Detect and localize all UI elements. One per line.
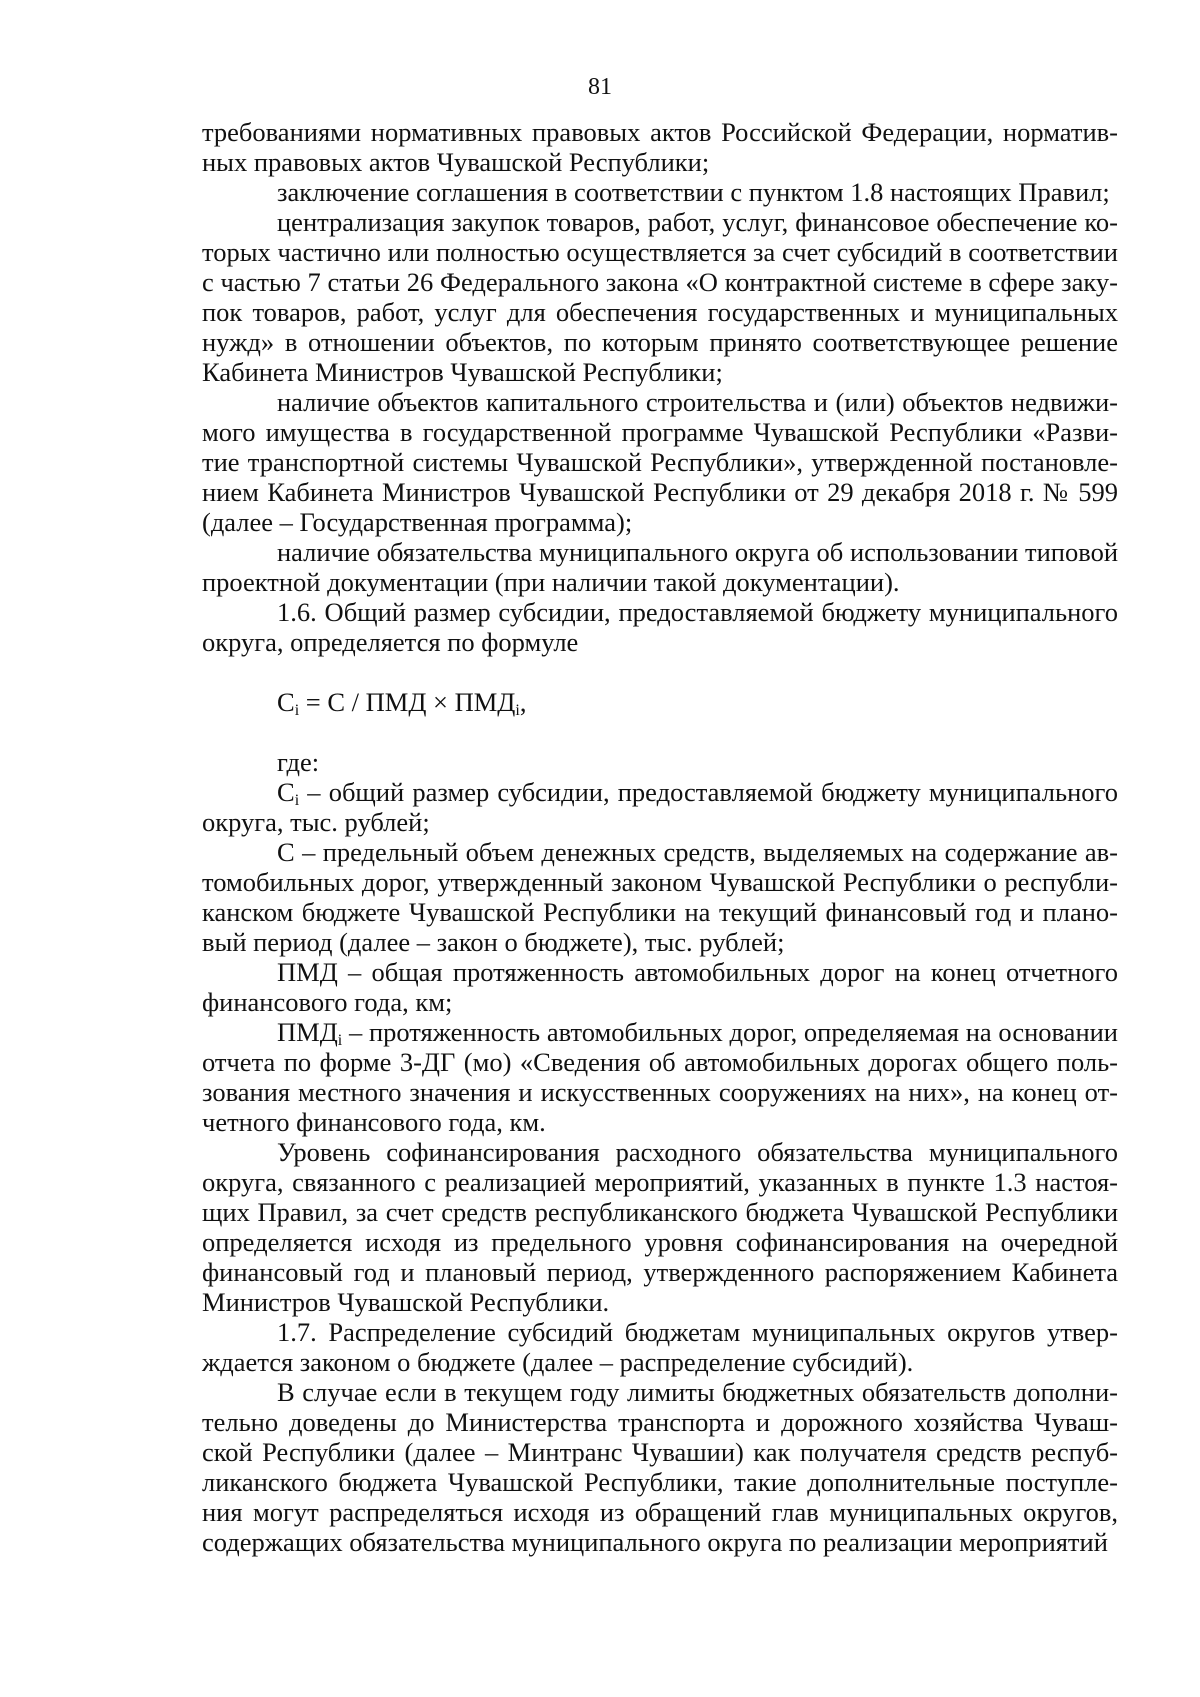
paragraph-centralization: централизация закупок товаров, работ, услуг, финансовое обеспечение которых частично или полностью осуществляется за счет субсидий в соответствии с частью 7 статьи 26 Федерального закона «О контрактной системе в сфере закупок товаров, работ, услуг для обеспечения государственных и муниципальных нужд» в отношении объектов, по которым принято соответствующее решение Кабинета Министров Чувашской Республики; xyxy=(202,207,1118,387)
where-label: где: xyxy=(277,747,320,777)
paragraph-agreement: заключение соглашения в соответствии с пунктом 1.8 настоящих Правил; xyxy=(277,177,1110,207)
symbol-pmdi: ПМД xyxy=(277,1017,338,1047)
subsidy-formula xyxy=(202,687,1118,717)
formula-lhs-subscript: i xyxy=(294,702,300,719)
paragraph-typical-docs: наличие обязательства муниципального округа об использовании типовой проектной документации (при наличии такой документации). xyxy=(202,537,1118,597)
symbol-ci-subscript: i xyxy=(294,792,300,809)
formula-lhs: C xyxy=(277,687,295,717)
document-body xyxy=(202,117,1118,1557)
formula-rhs-subscript: i xyxy=(515,702,520,719)
paragraph-1-6: 1.6. Общий размер субсидии, предоставляемой бюджету муниципального округа, определяется по формуле xyxy=(202,597,1118,657)
definition-ci xyxy=(202,777,1118,837)
definition-pmdi-text: – протяженность автомобильных дорог, определяемая на основании отчета по форме 3-ДГ (мо) «Сведения об автомобильных дорогах общего пользования местного значения и искусственных сооружениях на них», на конец отчетного финансового года, км. xyxy=(202,1017,1118,1137)
symbol-pmdi-subscript: i xyxy=(337,1032,343,1049)
paragraph-1-7: 1.7. Распределение субсидий бюджетам муниципальных округов утверждается законом о бюджете (далее – распределение субсидий). xyxy=(202,1317,1118,1377)
paragraph-capital-objects: наличие объектов капитального строительства и (или) объектов недвижимого имущества в государственной программе Чувашской Республики «Развитие транспортной системы Чувашской Республики», утвержденной постановлением Кабинета Министров Чувашской Республики от 29 декабря 2018 г. № 599 (далее – Государственная программа); xyxy=(202,387,1118,537)
definition-c: С – предельный объем денежных средств, выделяемых на содержание автомобильных дорог, утвержденный законом Чувашской Республики о республиканском бюджете Чувашской Республики на текущий финансовый год и плановый период (далее – закон о бюджете), тыс. рублей; xyxy=(202,837,1118,957)
paragraph-cofinancing: Уровень софинансирования расходного обязательства муниципального округа, связанного с реализацией мероприятий, указанных в пункте 1.3 настоящих Правил, за счет средств республиканского бюджета Чувашской Республики определяется исходя из предельного уровня софинансирования на очередной финансовый год и плановый период, утвержденного распоряжением Кабинета Министров Чувашской Республики. xyxy=(202,1137,1118,1317)
paragraph-additional-limits: В случае если в текущем году лимиты бюджетных обязательств дополнительно доведены до Министерства транспорта и дорожного хозяйства Чувашской Республики (далее – Минтранс Чувашии) как получателя средств республиканского бюджета Чувашской Республики, такие дополнительные поступления могут распределяться исходя из обращений глав муниципальных округов, содержащих обязательства муниципального округа по реализации мероприятий xyxy=(202,1377,1118,1557)
formula-middle: = C / ПМД × ПМД xyxy=(299,687,516,717)
page-number: 81 xyxy=(588,74,612,100)
definition-pmd: ПМД – общая протяженность автомобильных дорог на конец отчетного финансового года, км; xyxy=(202,957,1118,1017)
formula-tail: , xyxy=(519,687,527,717)
definition-pmdi xyxy=(202,1017,1118,1137)
symbol-ci: C xyxy=(277,777,295,807)
definition-ci-text: – общий размер субсидии, предоставляемой бюджету муниципального округа, тыс. рублей; xyxy=(202,777,1118,837)
paragraph-continuation: требованиями нормативных правовых актов Российской Федерации, нормативных правовых актов Чувашской Республики; xyxy=(202,117,1118,177)
